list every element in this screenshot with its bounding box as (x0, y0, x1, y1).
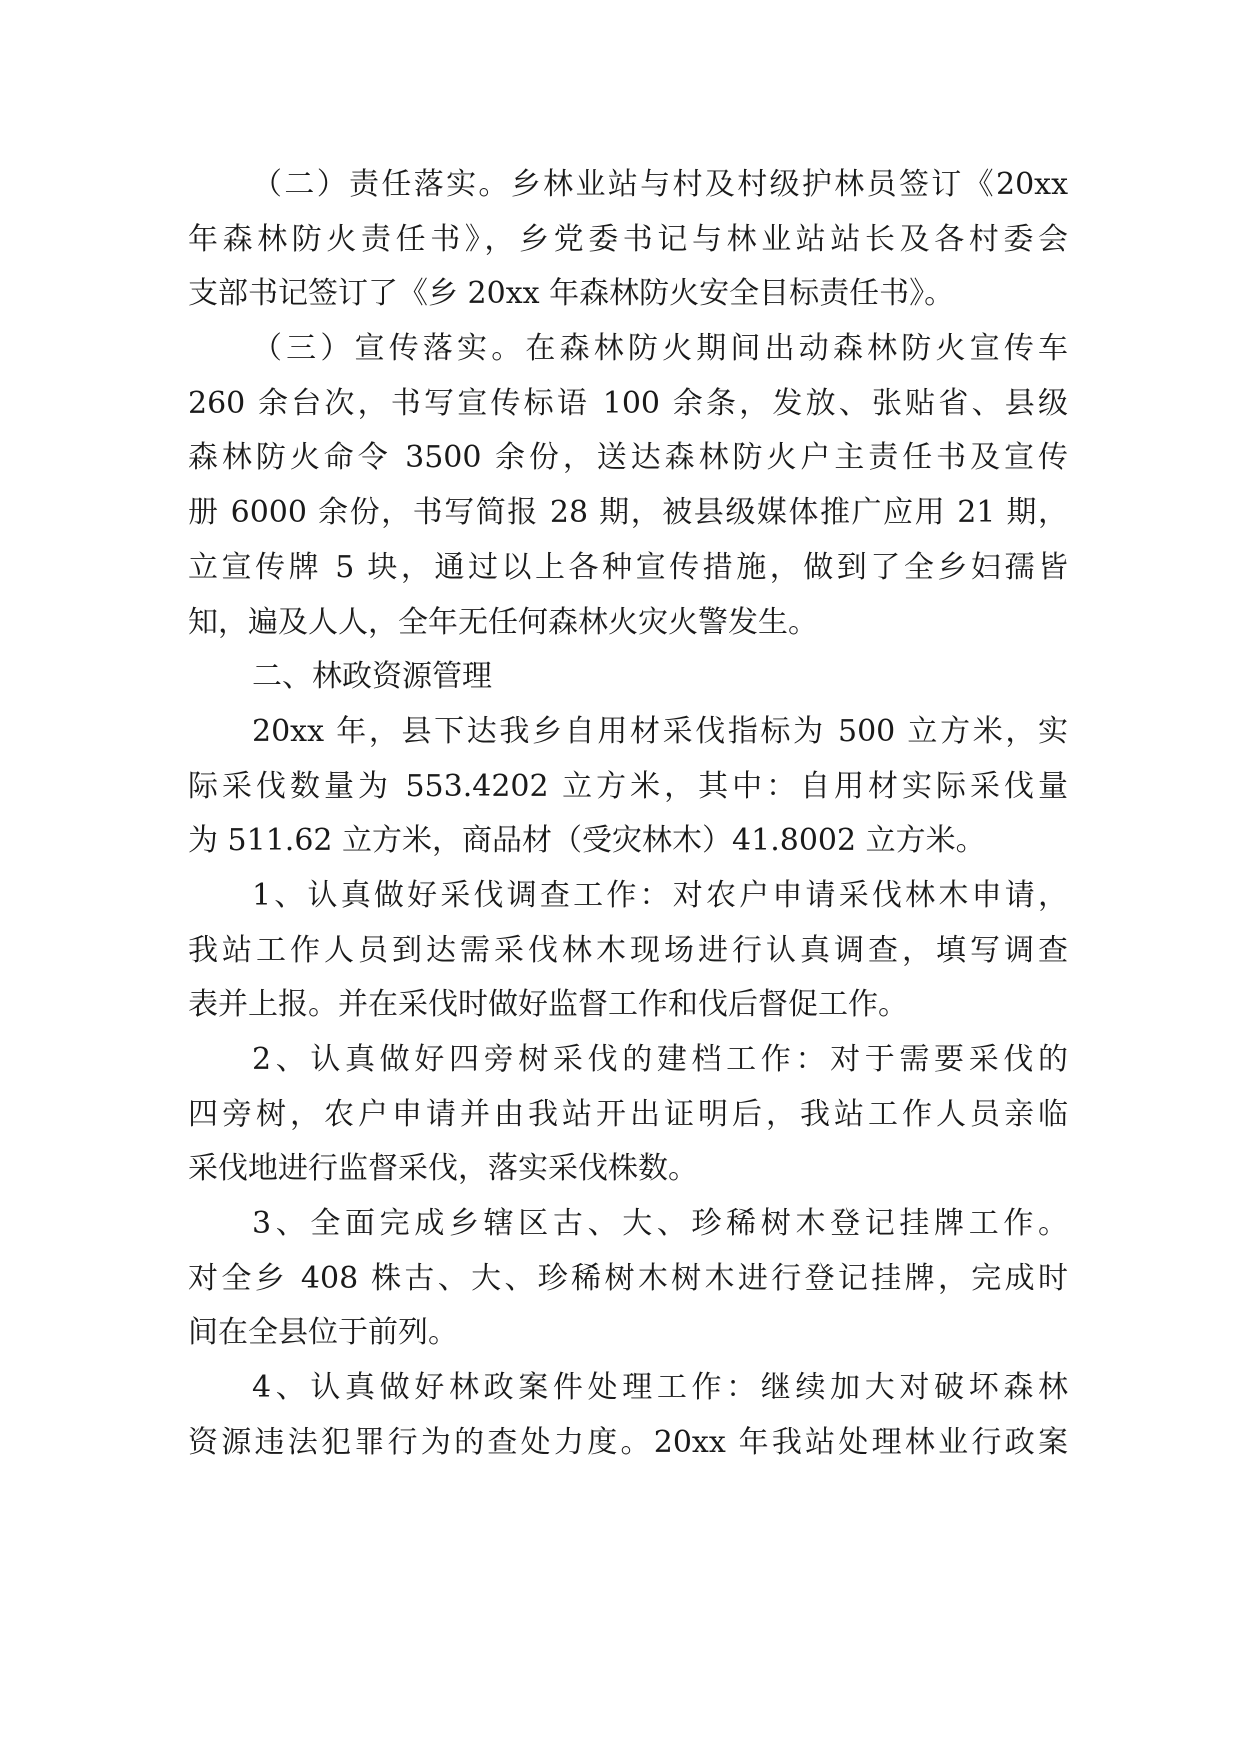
section-heading (188, 650, 1068, 705)
text-line: 4、认真做好林政案件处理工作：继续加大对破坏森林 (252, 1370, 1068, 1406)
text-line: 表并上报。并在采伐时做好监督工作和伐后督促工作。 (188, 987, 908, 1023)
text-line: 20xx 年，县下达我乡自用材采伐指标为 500 立方米，实 (252, 713, 1068, 749)
paragraph-item-1 (188, 869, 1068, 1033)
text-line: 我站工作人员到达需采伐林木现场进行认真调查，填写调查 (188, 932, 1068, 968)
text-line: 为 511.62 立方米，商品材（受灾林木）41.8002 立方米。 (188, 823, 986, 859)
text-line: 知，遍及人人，全年无任何森林火灾火警发生。 (188, 604, 818, 640)
text-line: 3、全面完成乡辖区古、大、珍稀树木登记挂牌工作。 (252, 1206, 1068, 1242)
text-line: 支部书记签订了《乡 20xx 年森林防火安全目标责任书》。 (188, 276, 955, 312)
paragraph-item-3 (188, 1197, 1068, 1361)
text-line: （三）宣传落实。在森林防火期间出动森林防火宣传车 (252, 331, 1068, 367)
text-line: 1、认真做好采伐调查工作：对农户申请采伐林木申请， (252, 877, 1068, 913)
text-line: 采伐地进行监督采伐，落实采伐株数。 (188, 1151, 698, 1187)
text-line: 间在全县位于前列。 (188, 1315, 458, 1351)
text-line: 年森林防火责任书》，乡党委书记与林业站站长及各村委会 (188, 221, 1068, 257)
paragraph-publicity (188, 322, 1068, 650)
text-line: 立宣传牌 5 块，通过以上各种宣传措施，做到了全乡妇孺皆 (188, 549, 1068, 585)
text-line: （二）责任落实。乡林业站与村及村级护林员签订《20xx (252, 167, 1068, 202)
paragraph-harvest-quota (188, 705, 1068, 869)
text-line: 四旁树，农户申请并由我站开出证明后，我站工作人员亲临 (188, 1096, 1068, 1132)
text-line: 册 6000 余份，书写简报 28 期，被县级媒体推广应用 21 期， (188, 495, 1068, 531)
text-line: 森林防火命令 3500 余份，送达森林防火户主责任书及宣传 (188, 440, 1068, 476)
text-line: 际采伐数量为 553.4202 立方米，其中：自用材实际采伐量 (188, 768, 1068, 804)
heading-text: 二、林政资源管理 (252, 659, 492, 695)
paragraph-item-2 (188, 1033, 1068, 1197)
paragraph-item-4 (188, 1361, 1068, 1470)
text-line: 260 余台次，书写宣传标语 100 余条，发放、张贴省、县级 (188, 385, 1068, 421)
body-text (188, 158, 1068, 1471)
paragraph-responsibility (188, 158, 1068, 322)
text-line: 对全乡 408 株古、大、珍稀树木树木进行登记挂牌，完成时 (188, 1260, 1068, 1296)
text-line: 2、认真做好四旁树采伐的建档工作：对于需要采伐的 (252, 1042, 1068, 1077)
text-line: 资源违法犯罪行为的查处力度。20xx 年我站处理林业行政案 (188, 1424, 1068, 1460)
